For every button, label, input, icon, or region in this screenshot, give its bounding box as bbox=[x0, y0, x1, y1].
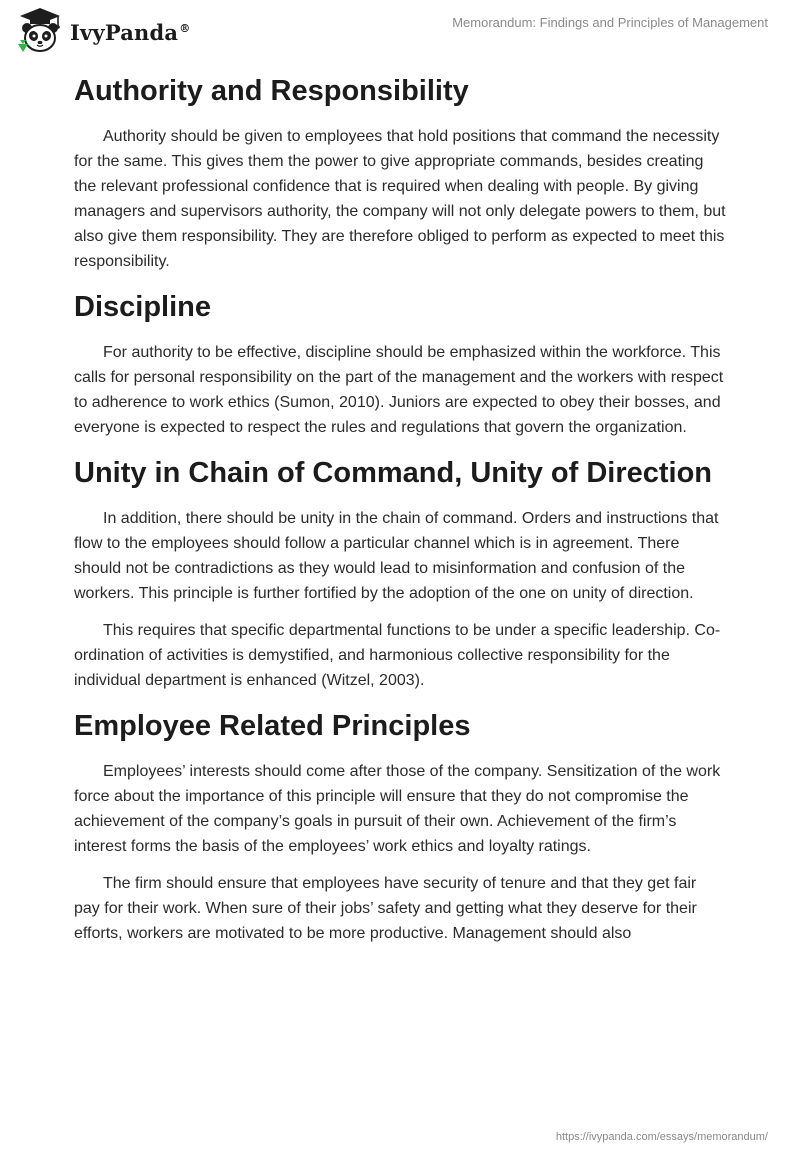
section-unity-of-command bbox=[74, 452, 726, 693]
paragraph: This requires that specific departmental functions to be under a specific leadership. Co-ordination of activities is demystified, and harmonious collective responsibility for the individual department is enhanced (Witzel, 2003). bbox=[74, 622, 721, 689]
section-heading: Discipline bbox=[74, 291, 211, 323]
section-heading: Authority and Responsibility bbox=[74, 75, 469, 107]
logo-wordmark bbox=[70, 20, 190, 45]
paragraph: In addition, there should be unity in the chain of command. Orders and instructions that flow to the employees should follow a particular channel which is in agreement. There should not be contradictions as they would lead to misinformation and confusion of the workers. This principle is further fortified by the adoption of the one on unity of direction. bbox=[74, 510, 719, 602]
section-employee-principles bbox=[74, 705, 726, 946]
paragraph: For authority to be effective, discipline should be emphasized within the workforce. This calls for personal responsibility on the part of the management and the workers with respect to adherence to work ethics (Sumon, 2010). Juniors are expected to obey their bosses, and everyone is expected to respect the rules and regulations that govern the organization. bbox=[74, 344, 724, 436]
paragraph: The firm should ensure that employees have security of tenure and that they get fair pay for their work. When sure of their jobs’ safety and getting what they deserve for their efforts, workers are motivated to be more productive. Management should also bbox=[74, 875, 697, 942]
paragraph: Authority should be given to employees that hold positions that command the necessity for the same. This gives them the power to give appropriate commands, besides creating the relevant professional confidence that is required when dealing with people. By giving managers and supervisors authority, the company will not only delegate powers to them, but also give them responsibility. They are therefore obliged to perform as expected to meet this responsibility. bbox=[74, 128, 726, 270]
section-discipline bbox=[74, 286, 726, 440]
source-url-link[interactable]: https://ivypanda.com/essays/memorandum/ bbox=[555, 1131, 768, 1143]
document-title: Memorandum: Findings and Principles of Management bbox=[452, 15, 768, 30]
section-heading: Unity in Chain of Command, Unity of Direction bbox=[74, 457, 712, 489]
essay-content bbox=[74, 70, 726, 958]
page-header bbox=[0, 0, 800, 62]
registered-mark: ® bbox=[179, 21, 191, 35]
section-heading: Employee Related Principles bbox=[74, 710, 471, 742]
panda-graduate-icon bbox=[14, 6, 66, 56]
paragraph: Employees’ interests should come after those of the company. Sensitization of the work force about the importance of this principle will ensure that they do not compromise the achievement of the company’s goals in pursuit of their own. Achievement of the firm’s interest forms the basis of the employees’ work ethics and loyalty ratings. bbox=[74, 763, 721, 855]
section-authority-responsibility bbox=[74, 70, 726, 274]
ivypanda-logo[interactable] bbox=[14, 6, 190, 56]
logo-text: IvyPanda bbox=[70, 19, 179, 45]
